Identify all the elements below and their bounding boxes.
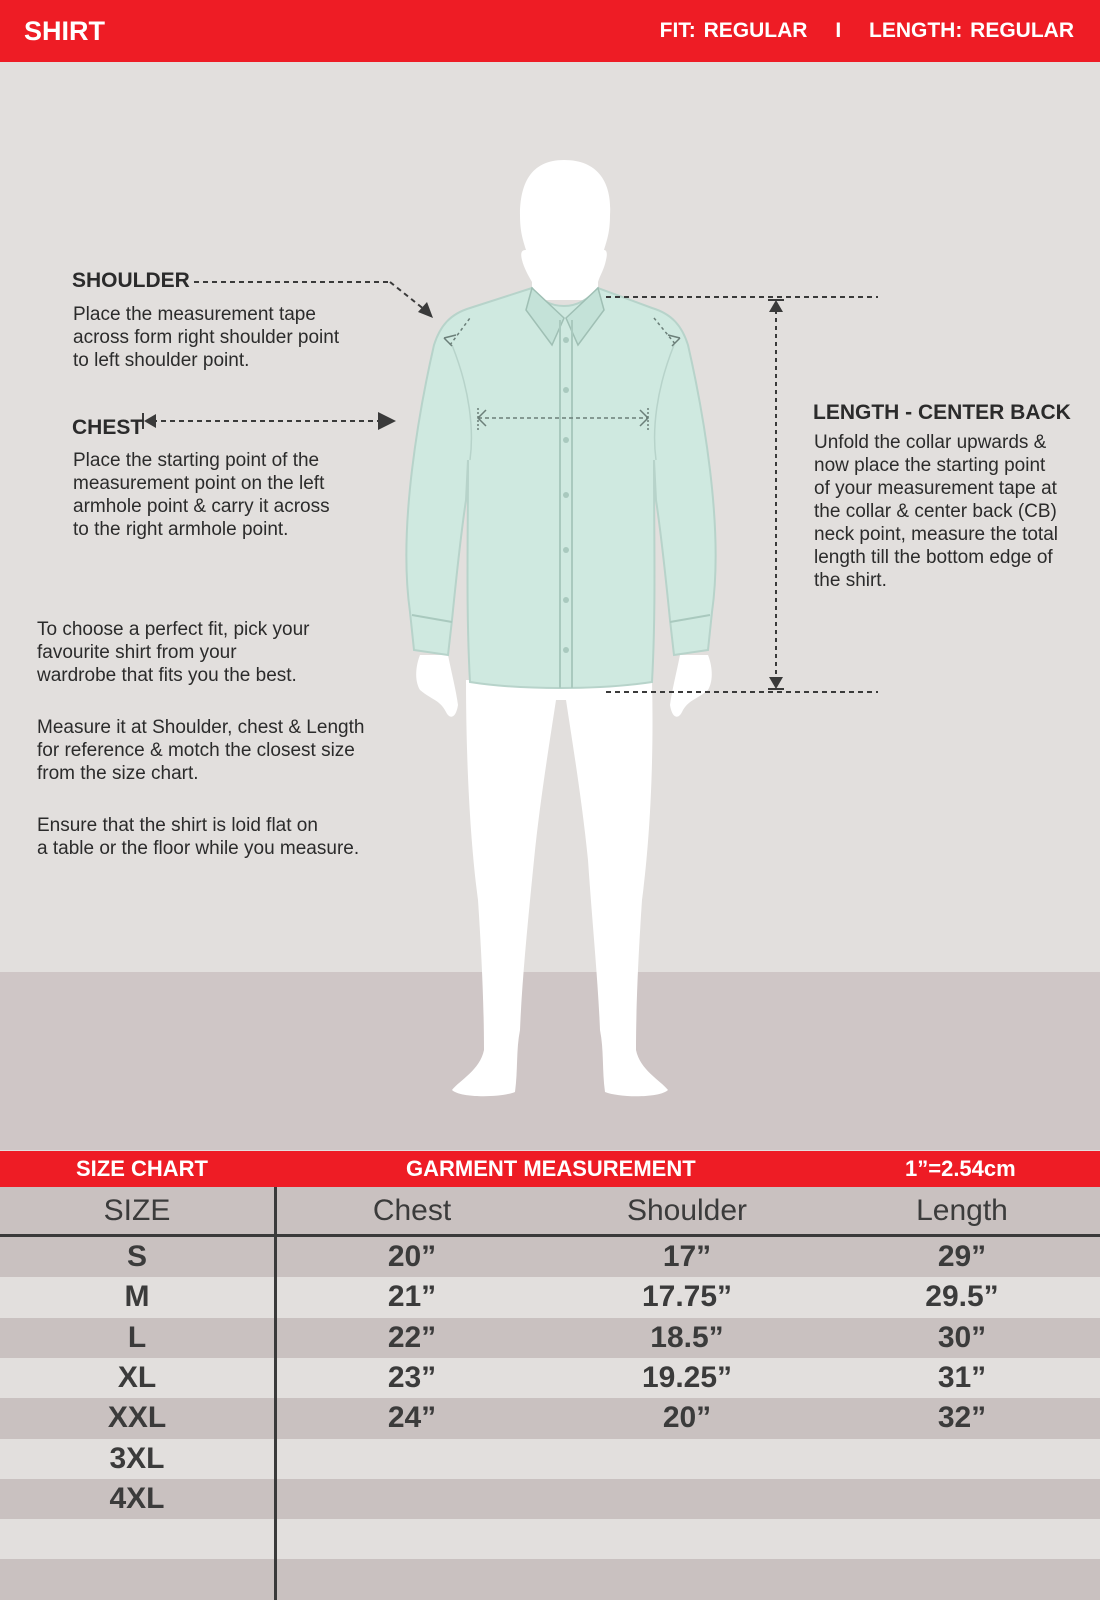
chest-line: to the right armhole point.	[73, 519, 289, 540]
measurement-cell	[557, 1559, 817, 1599]
measurement-cell	[282, 1479, 542, 1519]
length-line: length till the bottom edge of	[814, 547, 1053, 568]
length-label: LENGTH: REGULAR	[869, 19, 1074, 42]
measurement-cell	[832, 1519, 1092, 1559]
tip-line: from the size chart.	[37, 763, 199, 784]
shoulder-instructions	[73, 303, 339, 372]
table-row	[0, 1439, 1100, 1480]
measurement-cell: 20”	[662, 1401, 712, 1435]
chest-line: measurement point on the left	[73, 473, 325, 494]
tip-line: for reference & motch the closest size	[37, 740, 355, 761]
shoulder-line: across form right shoulder point	[73, 327, 340, 348]
measurement-cell: 31”	[937, 1360, 987, 1394]
chest-instructions	[73, 449, 330, 541]
shoulder-line: Place the measurement tape	[73, 304, 316, 325]
table-header-row	[0, 1187, 1100, 1235]
tip-paragraph	[37, 618, 309, 687]
garment-measurement-label: GARMENT MEASUREMENT	[406, 1156, 696, 1181]
table-row	[0, 1519, 1100, 1560]
table-row	[0, 1559, 1100, 1600]
shirt-illustration	[406, 288, 715, 688]
measurement-cell	[832, 1439, 1092, 1479]
measurement-cell: 18.5”	[650, 1320, 724, 1354]
size-cell: 3XL	[109, 1441, 165, 1475]
measurement-cell: 19.25”	[641, 1360, 733, 1394]
conversion-label: 1”=2.54cm	[905, 1156, 1016, 1181]
table-row	[0, 1318, 1100, 1359]
length-line: the shirt.	[814, 570, 887, 591]
measurement-cell	[557, 1479, 817, 1519]
measurement-cell	[557, 1519, 817, 1559]
size-cell	[7, 1519, 267, 1559]
size-cell: M	[124, 1280, 150, 1314]
length-instructions	[814, 431, 1058, 592]
measurement-cell: 20”	[387, 1240, 437, 1273]
measurement-cell: 29”	[937, 1240, 987, 1273]
measurement-cell: 17”	[662, 1240, 712, 1273]
length-line: of your measurement tape at	[814, 478, 1057, 499]
table-column-divider	[274, 1187, 277, 1600]
chest-callout-arrow	[143, 412, 396, 430]
size-cell: S	[126, 1240, 147, 1273]
size-chart-label: SIZE CHART	[76, 1156, 208, 1181]
measurement-cell: 24”	[387, 1401, 437, 1435]
length-heading: LENGTH - CENTER BACK	[813, 401, 1071, 424]
separator: I	[835, 19, 842, 42]
measurement-cell	[282, 1559, 542, 1599]
table-row	[0, 1277, 1100, 1318]
measurement-cell: 17.75”	[641, 1280, 733, 1314]
shoulder-line: to left shoulder point.	[73, 350, 250, 371]
measurement-cell	[832, 1479, 1092, 1519]
page-title: SHIRT	[24, 15, 105, 46]
tip-line: Ensure that the shirt is loid flat on	[37, 815, 318, 836]
measurement-cell: 23”	[387, 1360, 437, 1394]
column-header: Length	[916, 1194, 1008, 1227]
tip-line: wardrobe that fits you the best.	[37, 665, 297, 686]
tip-line: favourite shirt from your	[37, 642, 237, 663]
chest-line: armhole point & carry it across	[73, 496, 330, 517]
table-row	[0, 1237, 1100, 1278]
length-line: the collar & center back (CB)	[814, 501, 1057, 522]
size-cell	[7, 1559, 267, 1599]
tip-line: Measure it at Shoulder, chest & Length	[37, 717, 365, 738]
column-header: Shoulder	[626, 1194, 748, 1227]
measurement-cell: 32”	[937, 1401, 987, 1435]
size-cell: L	[127, 1320, 147, 1354]
length-line: Unfold the collar upwards &	[814, 432, 1047, 453]
table-row	[0, 1398, 1100, 1439]
tip-line: To choose a perfect fit, pick your	[37, 619, 310, 640]
table-header-divider	[0, 1234, 1100, 1237]
measurement-cell: 21”	[387, 1280, 437, 1314]
shoulder-heading: SHOULDER	[72, 269, 190, 292]
tip-paragraph	[37, 814, 359, 860]
length-line: now place the starting point	[814, 455, 1046, 476]
measurement-cell	[557, 1439, 817, 1479]
chest-heading: CHEST	[72, 416, 144, 439]
measurement-cell	[832, 1559, 1092, 1599]
measurement-cell: 30”	[937, 1320, 987, 1354]
size-cell: 4XL	[109, 1481, 165, 1515]
chest-line: Place the starting point of the	[73, 450, 320, 471]
measurement-cell: 29.5”	[925, 1280, 999, 1314]
length-line: neck point, measure the total	[814, 524, 1058, 545]
column-header: Chest	[372, 1194, 452, 1227]
size-cell: XXL	[107, 1401, 167, 1435]
fit-label: FIT: REGULAR	[659, 19, 808, 42]
measurement-cell	[282, 1439, 542, 1479]
table-row	[0, 1358, 1100, 1399]
size-chart-bar	[0, 1151, 1100, 1187]
tip-paragraph	[37, 716, 364, 785]
size-cell: XL	[117, 1360, 157, 1394]
table-row	[0, 1479, 1100, 1520]
measurement-cell	[282, 1519, 542, 1559]
column-header: SIZE	[103, 1194, 171, 1227]
tip-line: a table or the floor while you measure.	[37, 838, 360, 859]
measurement-cell: 22”	[387, 1320, 437, 1354]
